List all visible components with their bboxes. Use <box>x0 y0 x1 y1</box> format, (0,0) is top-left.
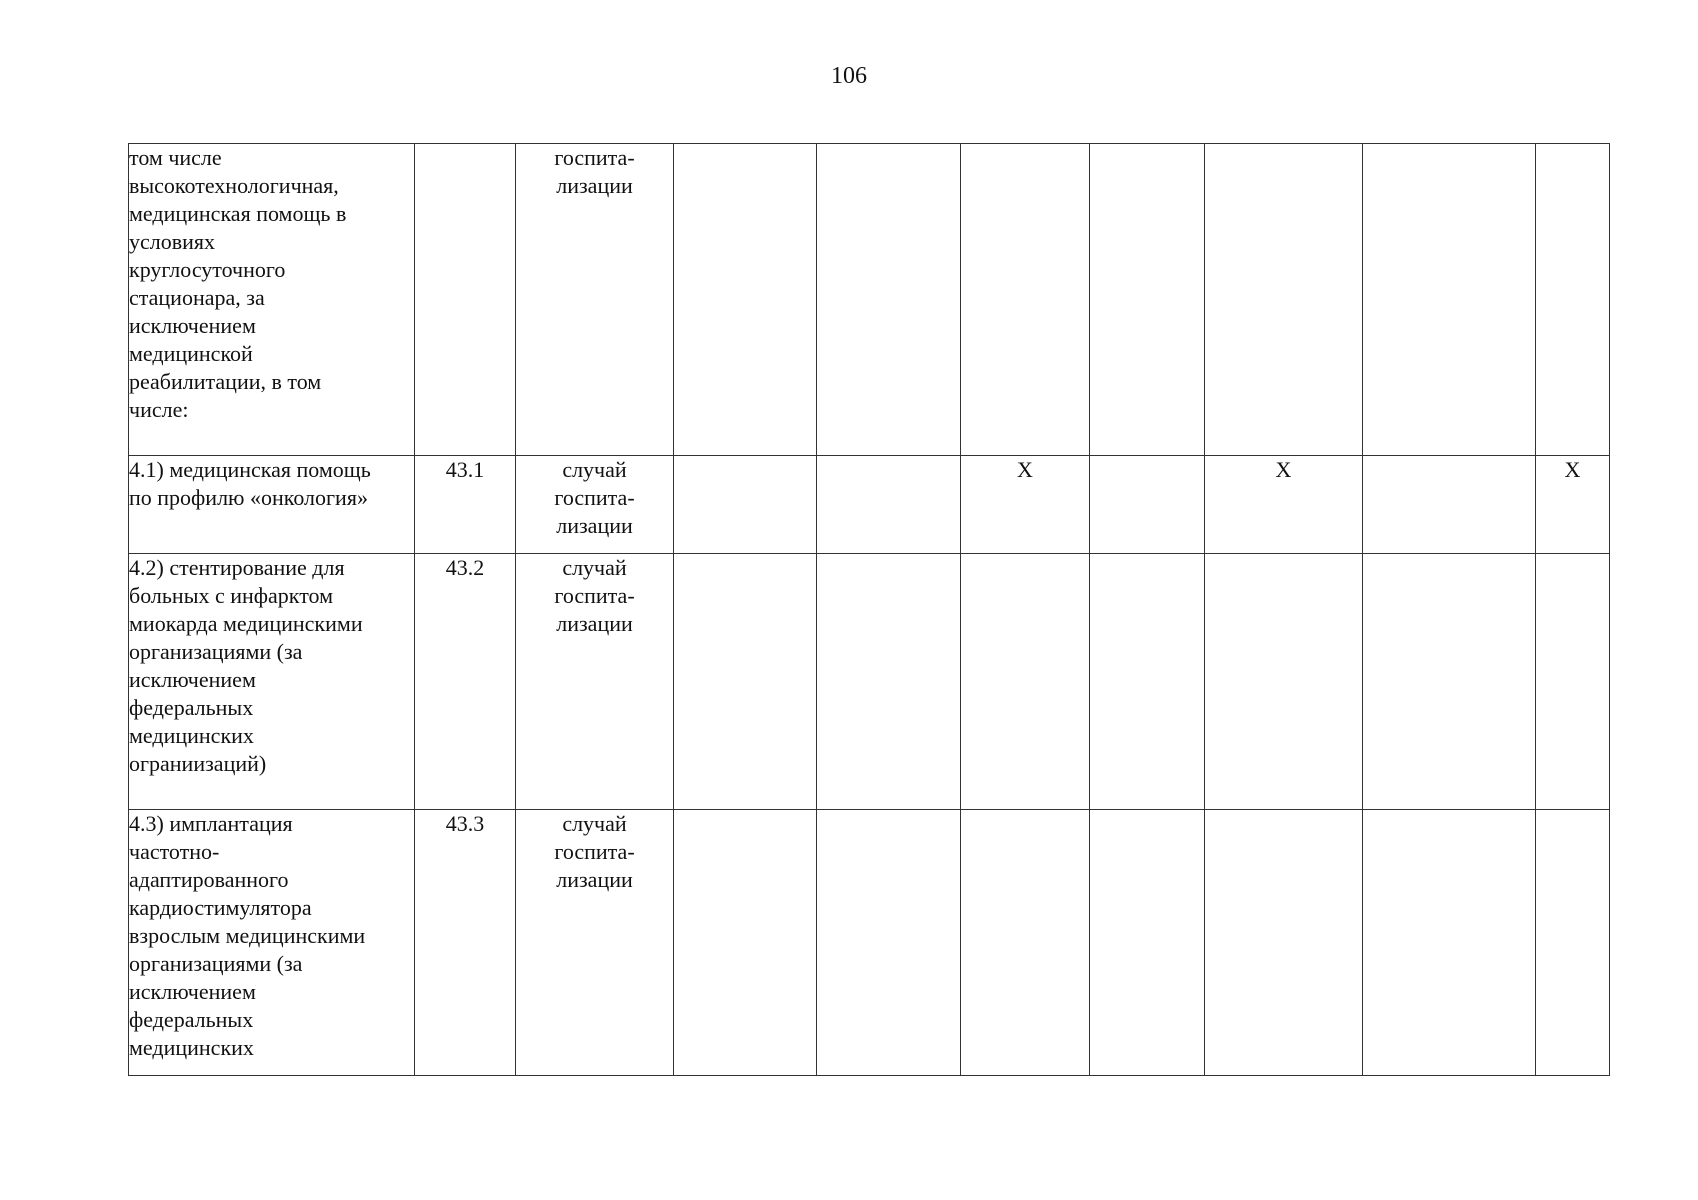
table-cell-value <box>961 144 1090 456</box>
table-cell-value <box>1090 456 1205 554</box>
table-cell-value <box>1536 144 1610 456</box>
table-row <box>129 554 1610 810</box>
table-row <box>129 456 1610 554</box>
table-cell-value <box>817 144 961 456</box>
table-cell-value <box>961 810 1090 1076</box>
table-cell-value: X <box>961 456 1090 554</box>
table-cell-value <box>817 554 961 810</box>
table-cell-value <box>817 456 961 554</box>
table-cell-value <box>674 144 817 456</box>
table-cell-value: X <box>1536 456 1610 554</box>
data-table <box>128 143 1610 1076</box>
table-cell-value <box>961 554 1090 810</box>
table-cell-value <box>1363 810 1536 1076</box>
table-cell-value <box>1090 554 1205 810</box>
table-cell-unit: случай госпита- лизации <box>516 554 674 810</box>
table-cell-value <box>674 554 817 810</box>
table-cell-value <box>817 810 961 1076</box>
table-cell-code: 43.3 <box>415 810 516 1076</box>
table-cell-value <box>1363 144 1536 456</box>
table-cell-value <box>1536 554 1610 810</box>
table-cell-unit: случай госпита- лизации <box>516 456 674 554</box>
table-cell-unit: госпита- лизации <box>516 144 674 456</box>
table-cell-value <box>1205 144 1363 456</box>
table-row <box>129 144 1610 456</box>
table-cell-value <box>674 810 817 1076</box>
table-cell-unit: случай госпита- лизации <box>516 810 674 1076</box>
table-cell-value <box>1363 456 1536 554</box>
table-cell-value <box>674 456 817 554</box>
table-cell-name: том числе высокотехнологичная, медицинская помощь в условиях круглосуточного стационара, за исключением медицинской реабилитации, в том числе: <box>129 144 415 456</box>
table-cell-value <box>1363 554 1536 810</box>
table-cell-value <box>1205 810 1363 1076</box>
table-cell-value <box>1205 554 1363 810</box>
table-cell-code: 43.2 <box>415 554 516 810</box>
page-number: 106 <box>831 63 867 89</box>
table-cell-name: 4.2) стентирование для больных с инфарктом миокарда медицинскими организациями (за исключением федеральных медицинских ограниизаций) <box>129 554 415 810</box>
table-cell-name: 4.3) имплантация частотно- адаптированного кардиостимулятора взрослым медицинскими организациями (за исключением федеральных медицинских <box>129 810 415 1076</box>
table-cell-code: 43.1 <box>415 456 516 554</box>
table-cell-value <box>1090 144 1205 456</box>
table-row <box>129 810 1610 1076</box>
table-cell-value <box>1090 810 1205 1076</box>
table-cell-value: X <box>1205 456 1363 554</box>
table-cell-code <box>415 144 516 456</box>
table-cell-name: 4.1) медицинская помощь по профилю «онкология» <box>129 456 415 554</box>
table-cell-value <box>1536 810 1610 1076</box>
